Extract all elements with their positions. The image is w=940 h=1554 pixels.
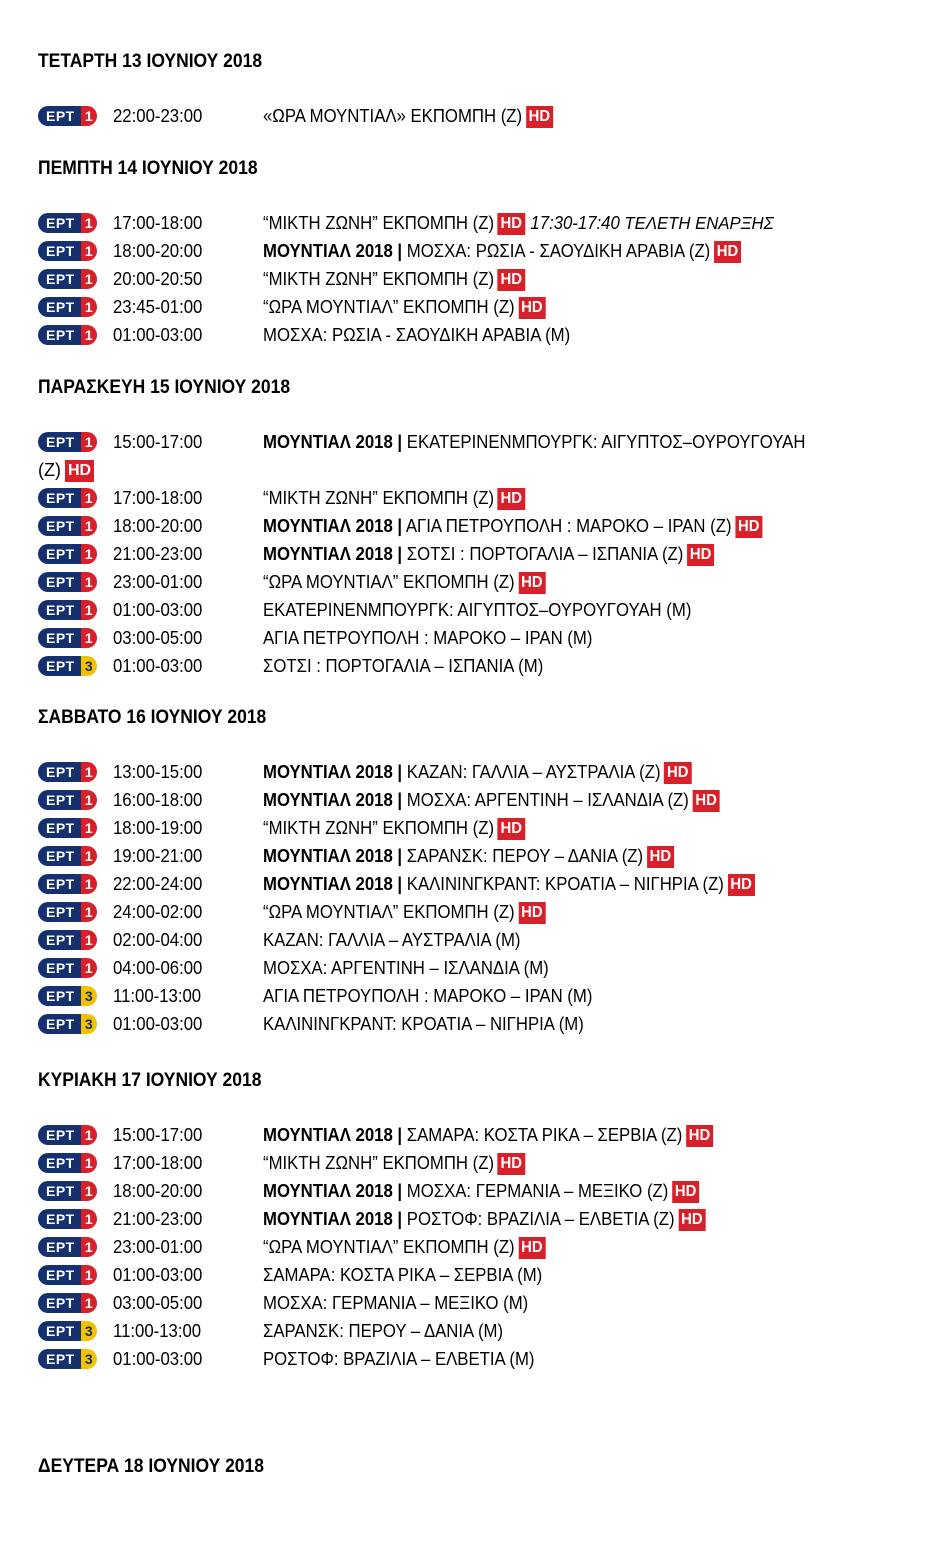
ert1-logo-icon — [38, 929, 98, 951]
hd-badge: HD — [728, 874, 755, 896]
program-time: 01:00-03:00 — [113, 1265, 203, 1285]
program-continued-text: (Ζ) — [38, 460, 61, 480]
program-list — [38, 1123, 918, 1375]
logo-channel-number: 1 — [81, 325, 97, 345]
logo-text: ΕΡΤ — [38, 488, 81, 508]
program-description — [263, 788, 720, 812]
hd-badge: HD — [518, 297, 545, 319]
ert1-logo-icon — [38, 240, 98, 262]
program-description — [263, 928, 520, 952]
logo-text: ΕΡΤ — [38, 516, 81, 536]
day-section — [38, 1455, 918, 1479]
logo-channel-number: 1 — [81, 432, 97, 452]
program-series-label: ΜΟΥΝΤΙΑΛ 2018 | — [263, 846, 403, 866]
logo-channel-number: 1 — [81, 1237, 97, 1257]
day-section — [38, 376, 918, 682]
logo-text: ΕΡΤ — [38, 762, 81, 782]
program-description — [263, 542, 714, 566]
hd-badge: HD — [735, 516, 762, 538]
program-description — [263, 211, 774, 235]
program-row — [38, 1319, 918, 1347]
program-title: ΕΚΑΤΕΡΙΝΕΝΜΠΟΥΡΓΚ: ΑΙΓΥΠΤΟΣ–ΟΥΡΟΥΓΟΥΑΗ — [406, 432, 806, 452]
program-title: ΣΑΡΑΝΣΚ: ΠΕΡΟΥ – ΔΑΝΙΑ (Μ) — [263, 1321, 504, 1341]
program-time: 22:00-23:00 — [113, 106, 203, 126]
program-title: “ΩΡΑ ΜΟΥΝΤΙΑΛ” ΕΚΠΟΜΠΗ (Ζ) — [263, 297, 515, 317]
hd-badge: HD — [687, 544, 714, 566]
ert1-logo-icon — [38, 515, 98, 537]
logo-channel-number: 1 — [81, 762, 97, 782]
hd-badge: HD — [498, 818, 525, 840]
program-row — [38, 570, 918, 598]
program-title: ΜΟΣΧΑ: ΡΩΣΙΑ - ΣΑΟΥΔΙΚΗ ΑΡΑΒΙΑ (Μ) — [263, 325, 571, 345]
ert3-logo-icon — [38, 985, 98, 1007]
program-description — [263, 239, 741, 263]
program-description — [263, 626, 592, 650]
program-description — [263, 1235, 545, 1259]
program-row — [38, 486, 918, 514]
program-description — [263, 104, 553, 128]
program-time: 19:00-21:00 — [113, 846, 203, 866]
program-row — [38, 598, 918, 626]
ert1-logo-icon — [38, 845, 98, 867]
logo-text: ΕΡΤ — [38, 241, 81, 261]
hd-badge: HD — [647, 846, 674, 868]
program-title: ΚΑΛΙΝΙΝΓΚΡΑΝΤ: ΚΡΟΑΤΙΑ – ΝΙΓΗΡΙΑ (Μ) — [263, 1014, 584, 1034]
program-time: 11:00-13:00 — [113, 1321, 202, 1341]
logo-channel-number: 1 — [81, 516, 97, 536]
program-description — [263, 295, 545, 319]
logo-channel-number: 1 — [81, 544, 97, 564]
program-title: “ΜΙΚΤΗ ΖΩΝΗ” ΕΚΠΟΜΠΗ (Ζ) — [263, 818, 495, 838]
hd-badge: HD — [664, 762, 691, 784]
program-title: ΡΟΣΤΟΦ: ΒΡΑΖΙΛΙΑ – ΕΛΒΕΤΙΑ (Μ) — [263, 1349, 535, 1369]
program-time: 20:00-20:50 — [113, 269, 203, 289]
program-row — [38, 1151, 918, 1179]
logo-channel-number: 1 — [81, 1181, 97, 1201]
program-title: ΣΟΤΣΙ : ΠΟΡΤΟΓΑΛΙΑ – ΙΣΠΑΝΙΑ (Ζ) — [406, 544, 684, 564]
program-title: “ΜΙΚΤΗ ΖΩΝΗ” ΕΚΠΟΜΠΗ (Ζ) — [263, 213, 495, 233]
program-time: 24:00-02:00 — [113, 902, 203, 922]
logo-text: ΕΡΤ — [38, 1293, 81, 1313]
program-description — [263, 1012, 584, 1036]
logo-channel-number: 1 — [81, 1293, 97, 1313]
hd-badge: HD — [672, 1181, 699, 1203]
logo-text: ΕΡΤ — [38, 1321, 81, 1341]
hd-badge: HD — [518, 902, 545, 924]
logo-channel-number: 1 — [81, 1153, 97, 1173]
program-time: 01:00-03:00 — [113, 1349, 203, 1369]
program-description — [263, 872, 755, 896]
logo-text: ΕΡΤ — [38, 628, 81, 648]
program-row — [38, 542, 918, 570]
ert1-logo-icon — [38, 873, 98, 895]
logo-text: ΕΡΤ — [38, 790, 81, 810]
program-title: “ΩΡΑ ΜΟΥΝΤΙΑΛ” ΕΚΠΟΜΠΗ (Ζ) — [263, 572, 515, 592]
logo-channel-number: 3 — [81, 1349, 97, 1369]
program-time: 21:00-23:00 — [113, 544, 203, 564]
program-title: “ΩΡΑ ΜΟΥΝΤΙΑΛ” ΕΚΠΟΜΠΗ (Ζ) — [263, 1237, 515, 1257]
program-title: ΑΓΙΑ ΠΕΤΡΟΥΠΟΛΗ : ΜΑΡΟΚΟ – ΙΡΑΝ (Μ) — [263, 628, 593, 648]
program-row — [38, 788, 918, 816]
program-title: ΣΟΤΣΙ : ΠΟΡΤΟΓΑΛΙΑ – ΙΣΠΑΝΙΑ (Μ) — [263, 656, 544, 676]
program-description — [263, 1207, 705, 1231]
logo-text: ΕΡΤ — [38, 572, 81, 592]
ert1-logo-icon — [38, 789, 98, 811]
program-title: “ΜΙΚΤΗ ΖΩΝΗ” ΕΚΠΟΜΠΗ (Ζ) — [263, 269, 495, 289]
program-description — [263, 570, 545, 594]
day-section — [38, 50, 918, 132]
program-time: 01:00-03:00 — [113, 1014, 203, 1034]
program-title: ΚΑΖΑΝ: ΓΑΛΛΙΑ – ΑΥΣΤΡΑΛΙΑ (Ζ) — [406, 762, 661, 782]
program-time: 13:00-15:00 — [113, 762, 203, 782]
program-row — [38, 984, 918, 1012]
logo-text: ΕΡΤ — [38, 600, 81, 620]
ert1-logo-icon — [38, 627, 98, 649]
logo-channel-number: 3 — [81, 656, 97, 676]
program-row — [38, 514, 918, 542]
program-description — [263, 1347, 535, 1371]
program-title: ΣΑΡΑΝΣΚ: ΠΕΡΟΥ – ΔΑΝΙΑ (Ζ) — [406, 846, 644, 866]
day-section — [38, 157, 918, 351]
program-title: ΚΑΛΙΝΙΝΓΚΡΑΝΤ: ΚΡΟΑΤΙΑ – ΝΙΓΗΡΙΑ (Ζ) — [406, 874, 724, 894]
program-row — [38, 1235, 918, 1263]
program-series-label: ΜΟΥΝΤΙΑΛ 2018 | — [263, 762, 403, 782]
program-list — [38, 430, 918, 682]
program-row — [38, 323, 918, 351]
program-description — [263, 654, 543, 678]
program-time: 03:00-05:00 — [113, 628, 203, 648]
program-row — [38, 760, 918, 788]
ert1-logo-icon — [38, 324, 98, 346]
program-description — [263, 816, 525, 840]
logo-channel-number: 1 — [81, 958, 97, 978]
logo-text: ΕΡΤ — [38, 297, 81, 317]
logo-channel-number: 1 — [81, 628, 97, 648]
program-series-label: ΜΟΥΝΤΙΑΛ 2018 | — [263, 241, 403, 261]
program-time: 17:00-18:00 — [113, 488, 203, 508]
ert1-logo-icon — [38, 543, 98, 565]
day-title: ΚΥΡΙΑΚΗ 17 ΙΟΥΝΙΟΥ 2018 — [38, 1070, 262, 1091]
program-title: ΜΟΣΧΑ: ΑΡΓΕΝΤΙΝΗ – ΙΣΛΑΝΔΙΑ (Ζ) — [406, 790, 689, 810]
program-list — [38, 104, 918, 132]
logo-text: ΕΡΤ — [38, 325, 81, 345]
program-title: ΣΑΜΑΡΑ: ΚΟΣΤΑ ΡΙΚΑ – ΣΕΡΒΙΑ (Ζ) — [406, 1125, 683, 1145]
logo-channel-number: 1 — [81, 572, 97, 592]
ert1-logo-icon — [38, 761, 98, 783]
program-description — [263, 598, 691, 622]
ert1-logo-icon — [38, 1236, 98, 1258]
logo-text: ΕΡΤ — [38, 1237, 81, 1257]
logo-channel-number: 1 — [81, 488, 97, 508]
program-row — [38, 211, 918, 239]
logo-channel-number: 1 — [81, 1265, 97, 1285]
program-row — [38, 1347, 918, 1375]
hd-badge: HD — [498, 213, 525, 235]
program-row — [38, 626, 918, 654]
logo-text: ΕΡΤ — [38, 1349, 81, 1369]
logo-channel-number: 1 — [81, 1209, 97, 1229]
logo-text: ΕΡΤ — [38, 1181, 81, 1201]
hd-badge: HD — [526, 106, 553, 128]
program-time: 02:00-04:00 — [113, 930, 203, 950]
ert1-logo-icon — [38, 1152, 98, 1174]
program-time: 01:00-03:00 — [113, 600, 203, 620]
hd-badge: HD — [498, 269, 525, 291]
program-row — [38, 928, 918, 956]
program-series-label: ΜΟΥΝΤΙΑΛ 2018 | — [263, 1125, 403, 1145]
logo-text: ΕΡΤ — [38, 1014, 81, 1034]
logo-text: ΕΡΤ — [38, 1209, 81, 1229]
program-title: “ΜΙΚΤΗ ΖΩΝΗ” ΕΚΠΟΜΠΗ (Ζ) — [263, 488, 495, 508]
ert3-logo-icon — [38, 655, 98, 677]
program-time: 04:00-06:00 — [113, 958, 203, 978]
program-title: “ΜΙΚΤΗ ΖΩΝΗ” ΕΚΠΟΜΠΗ (Ζ) — [263, 1153, 495, 1173]
logo-text: ΕΡΤ — [38, 958, 81, 978]
logo-text: ΕΡΤ — [38, 846, 81, 866]
logo-text: ΕΡΤ — [38, 1265, 81, 1285]
hd-badge: HD — [498, 1153, 525, 1175]
program-title: “ΩΡΑ ΜΟΥΝΤΙΑΛ” ΕΚΠΟΜΠΗ (Ζ) — [263, 902, 515, 922]
hd-badge: HD — [65, 460, 94, 482]
logo-channel-number: 1 — [81, 213, 97, 233]
program-time: 01:00-03:00 — [113, 656, 203, 676]
hd-badge: HD — [686, 1125, 713, 1147]
logo-text: ΕΡΤ — [38, 432, 81, 452]
ert1-logo-icon — [38, 431, 98, 453]
program-list — [38, 760, 918, 1040]
logo-text: ΕΡΤ — [38, 106, 81, 126]
logo-channel-number: 1 — [81, 297, 97, 317]
program-description — [263, 1123, 713, 1147]
logo-channel-number: 1 — [81, 106, 97, 126]
logo-text: ΕΡΤ — [38, 656, 81, 676]
program-row — [38, 1263, 918, 1291]
program-series-label: ΜΟΥΝΤΙΑΛ 2018 | — [263, 516, 403, 536]
program-description — [263, 514, 762, 538]
ert1-logo-icon — [38, 1180, 98, 1202]
program-row — [38, 816, 918, 844]
ert1-logo-icon — [38, 1124, 98, 1146]
program-row — [38, 1123, 918, 1151]
logo-channel-number: 1 — [81, 818, 97, 838]
logo-text: ΕΡΤ — [38, 902, 81, 922]
ert1-logo-icon — [38, 1208, 98, 1230]
program-title: ΣΑΜΑΡΑ: ΚΟΣΤΑ ΡΙΚΑ – ΣΕΡΒΙΑ (Μ) — [263, 1265, 543, 1285]
ert1-logo-icon — [38, 1292, 98, 1314]
ert1-logo-icon — [38, 105, 98, 127]
program-time: 17:00-18:00 — [113, 1153, 203, 1173]
program-description — [263, 984, 592, 1008]
program-row — [38, 872, 918, 900]
program-time: 03:00-05:00 — [113, 1293, 203, 1313]
program-time: 15:00-17:00 — [113, 432, 203, 452]
program-row — [38, 1179, 918, 1207]
program-description — [263, 267, 525, 291]
program-description — [263, 486, 525, 510]
program-time: 21:00-23:00 — [113, 1209, 203, 1229]
ert3-logo-icon — [38, 1320, 98, 1342]
program-row — [38, 1012, 918, 1040]
program-row — [38, 844, 918, 872]
day-title: ΣΑΒΒΑΤΟ 16 ΙΟΥΝΙΟΥ 2018 — [38, 707, 267, 728]
program-time: 22:00-24:00 — [113, 874, 203, 894]
ert1-logo-icon — [38, 599, 98, 621]
program-title: ΜΟΣΧΑ: ΑΡΓΕΝΤΙΝΗ – ΙΣΛΑΝΔΙΑ (Μ) — [263, 958, 549, 978]
ert1-logo-icon — [38, 1264, 98, 1286]
program-description — [263, 1291, 528, 1315]
program-time: 11:00-13:00 — [113, 986, 202, 1006]
logo-channel-number: 1 — [81, 874, 97, 894]
program-series-label: ΜΟΥΝΤΙΑΛ 2018 | — [263, 790, 403, 810]
program-time: 23:45-01:00 — [113, 297, 203, 317]
ert3-logo-icon — [38, 1348, 98, 1370]
program-description — [263, 844, 674, 868]
hd-badge: HD — [678, 1209, 705, 1231]
logo-text: ΕΡΤ — [38, 930, 81, 950]
program-description — [263, 1319, 503, 1343]
logo-channel-number: 1 — [81, 1125, 97, 1145]
hd-badge: HD — [498, 488, 525, 510]
program-time: 18:00-20:00 — [113, 1181, 203, 1201]
program-title: ΜΟΣΧΑ: ΡΩΣΙΑ - ΣΑΟΥΔΙΚΗ ΑΡΑΒΙΑ (Ζ) — [406, 241, 711, 261]
program-description — [263, 760, 691, 784]
program-row — [38, 267, 918, 295]
logo-channel-number: 1 — [81, 241, 97, 261]
logo-channel-number: 1 — [81, 790, 97, 810]
logo-text: ΕΡΤ — [38, 818, 81, 838]
logo-text: ΕΡΤ — [38, 544, 81, 564]
logo-channel-number: 3 — [81, 986, 97, 1006]
day-title: ΠΑΡΑΣΚΕΥΗ 15 ΙΟΥΝΙΟΥ 2018 — [38, 377, 291, 398]
logo-channel-number: 1 — [81, 600, 97, 620]
hd-badge: HD — [518, 572, 545, 594]
program-time: 18:00-20:00 — [113, 516, 203, 536]
logo-text: ΕΡΤ — [38, 1153, 81, 1173]
logo-text: ΕΡΤ — [38, 213, 81, 233]
program-row — [38, 900, 918, 928]
program-series-label: ΜΟΥΝΤΙΑΛ 2018 | — [263, 1181, 403, 1201]
logo-text: ΕΡΤ — [38, 1125, 81, 1145]
program-description — [263, 1151, 525, 1175]
program-row — [38, 239, 918, 267]
program-title: ΑΓΙΑ ΠΕΤΡΟΥΠΟΛΗ : ΜΑΡΟΚΟ – ΙΡΑΝ (Ζ) — [405, 516, 732, 536]
ert1-logo-icon — [38, 571, 98, 593]
program-description — [263, 430, 805, 454]
day-section — [38, 1069, 918, 1375]
day-section — [38, 706, 918, 1040]
program-time: 18:00-20:00 — [113, 241, 203, 261]
logo-text: ΕΡΤ — [38, 986, 81, 1006]
logo-channel-number: 3 — [81, 1321, 97, 1341]
program-description-continued — [38, 458, 94, 482]
program-time: 16:00-18:00 — [113, 790, 203, 810]
program-row — [38, 430, 918, 486]
program-time: 17:00-18:00 — [113, 213, 203, 233]
day-title: ΤΕΤΑΡΤΗ 13 ΙΟΥΝΙΟΥ 2018 — [38, 51, 263, 72]
program-title: ΜΟΣΧΑ: ΓΕΡΜΑΝΙΑ – ΜΕΞΙΚΟ (Ζ) — [406, 1181, 669, 1201]
logo-channel-number: 3 — [81, 1014, 97, 1034]
program-description — [263, 1179, 699, 1203]
ert1-logo-icon — [38, 957, 98, 979]
program-time: 15:00-17:00 — [113, 1125, 203, 1145]
ert3-logo-icon — [38, 1013, 98, 1035]
program-row — [38, 295, 918, 323]
program-row — [38, 104, 918, 132]
program-description — [263, 956, 549, 980]
ert1-logo-icon — [38, 268, 98, 290]
program-series-label: ΜΟΥΝΤΙΑΛ 2018 | — [263, 544, 403, 564]
day-title: ΔΕΥΤΕΡΑ 18 ΙΟΥΝΙΟΥ 2018 — [38, 1456, 264, 1477]
program-series-label: ΜΟΥΝΤΙΑΛ 2018 | — [263, 432, 403, 452]
day-title: ΠΕΜΠΤΗ 14 ΙΟΥΝΙΟΥ 2018 — [38, 158, 258, 179]
program-row — [38, 1207, 918, 1235]
program-title: ΚΑΖΑΝ: ΓΑΛΛΙΑ – ΑΥΣΤΡΑΛΙΑ (Μ) — [263, 930, 521, 950]
ert1-logo-icon — [38, 487, 98, 509]
ert1-logo-icon — [38, 817, 98, 839]
logo-channel-number: 1 — [81, 846, 97, 866]
logo-text: ΕΡΤ — [38, 269, 81, 289]
program-title: ΕΚΑΤΕΡΙΝΕΝΜΠΟΥΡΓΚ: ΑΙΓΥΠΤΟΣ–ΟΥΡΟΥΓΟΥΑΗ (Μ) — [263, 600, 692, 620]
ert1-logo-icon — [38, 901, 98, 923]
logo-channel-number: 1 — [81, 902, 97, 922]
program-title: ΑΓΙΑ ΠΕΤΡΟΥΠΟΛΗ : ΜΑΡΟΚΟ – ΙΡΑΝ (Μ) — [263, 986, 593, 1006]
program-row — [38, 956, 918, 984]
logo-channel-number: 1 — [81, 930, 97, 950]
program-note: 17:30-17:40 ΤΕΛΕΤΗ ΕΝΑΡΞΗΣ — [530, 213, 774, 233]
hd-badge: HD — [518, 1237, 545, 1259]
program-title: ΜΟΣΧΑ: ΓΕΡΜΑΝΙΑ – ΜΕΞΙΚΟ (Μ) — [263, 1293, 529, 1313]
program-time: 23:00-01:00 — [113, 572, 203, 592]
logo-channel-number: 1 — [81, 269, 97, 289]
program-list — [38, 211, 918, 351]
ert1-logo-icon — [38, 212, 98, 234]
program-series-label: ΜΟΥΝΤΙΑΛ 2018 | — [263, 874, 403, 894]
program-row — [38, 1291, 918, 1319]
program-time: 01:00-03:00 — [113, 325, 203, 345]
program-time: 23:00-01:00 — [113, 1237, 203, 1257]
logo-text: ΕΡΤ — [38, 874, 81, 894]
program-title: «ΩΡΑ ΜΟΥΝΤΙΑΛ» ΕΚΠΟΜΠΗ (Ζ) — [263, 106, 523, 126]
program-description — [263, 323, 570, 347]
program-row — [38, 654, 918, 682]
program-time: 18:00-19:00 — [113, 818, 203, 838]
hd-badge: HD — [693, 790, 720, 812]
program-description — [263, 1263, 542, 1287]
program-title: ΡΟΣΤΟΦ: ΒΡΑΖΙΛΙΑ – ΕΛΒΕΤΙΑ (Ζ) — [406, 1209, 675, 1229]
program-description — [263, 900, 545, 924]
program-series-label: ΜΟΥΝΤΙΑΛ 2018 | — [263, 1209, 403, 1229]
hd-badge: HD — [714, 241, 741, 263]
ert1-logo-icon — [38, 296, 98, 318]
